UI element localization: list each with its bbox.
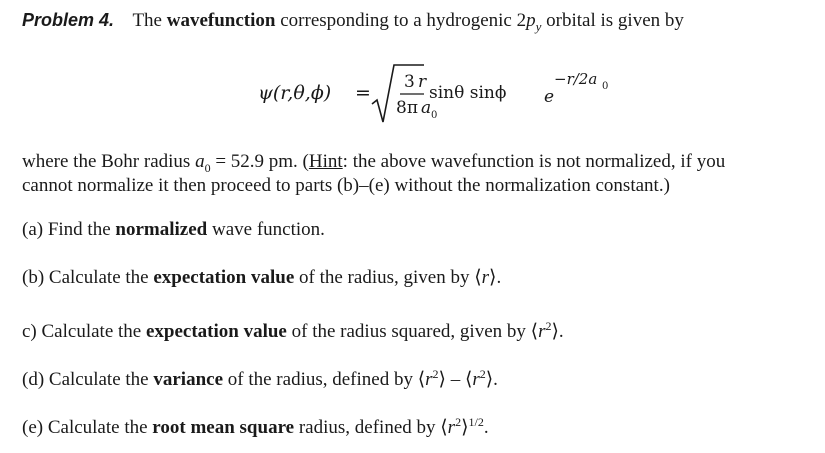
where-pre: where the Bohr radius — [22, 151, 196, 172]
eq-den-a-sub: 0 — [431, 110, 438, 121]
part-e-post: radius, defined by ⟨ — [294, 417, 448, 438]
part-b-pre: (b) Calculate the — [22, 267, 154, 288]
intro-bold: wavefunction — [166, 10, 276, 31]
part-b — [22, 266, 501, 290]
part-e-pre: (e) Calculate the — [22, 417, 153, 438]
eq-equals: = — [355, 82, 371, 104]
part-e-mid: ⟩ — [461, 417, 469, 438]
intro-post: orbital is given by — [546, 10, 684, 31]
part-d-bold: variance — [153, 369, 224, 390]
part-b-post: of the radius, given by ⟨ — [294, 267, 482, 288]
part-c-post: of the radius squared, given by ⟨ — [286, 321, 539, 342]
part-d-var2: r — [472, 369, 480, 390]
part-b-var: r — [481, 267, 490, 288]
part-e-sup: 2 — [455, 415, 462, 429]
part-d-post: of the radius, defined by ⟨ — [223, 369, 426, 390]
eq-num-3: 3 — [404, 72, 415, 92]
problem-header — [22, 10, 684, 35]
part-a — [22, 218, 325, 242]
part-e-sup2: 1/2 — [468, 415, 484, 429]
part-d-mid: ⟩ – ⟨ — [438, 369, 473, 390]
eq-trig: sinθ sinϕ — [429, 83, 507, 103]
where-mid: = 52.9 pm. ( — [210, 151, 309, 172]
part-e-bold: root mean square — [152, 417, 295, 438]
bohr-a: a — [195, 151, 205, 172]
eq-den-8pi: 8π — [396, 98, 418, 118]
part-b-bold: expectation value — [153, 267, 295, 288]
part-d-var1: r — [425, 369, 433, 390]
part-b-end: ⟩. — [489, 267, 502, 288]
eq-lhs: ψ(r,θ,ϕ) — [258, 82, 332, 104]
eq-exponent-sub: 0 — [602, 81, 609, 92]
part-c-var: r — [538, 321, 546, 342]
intro-pre: The — [132, 10, 162, 31]
hint-label: Hint — [308, 151, 343, 172]
part-e — [22, 410, 489, 440]
where-post: : the above wavefunction is not normalized, if you — [342, 151, 726, 172]
intro-mid: corresponding to a hydrogenic 2 — [280, 10, 527, 31]
where-line-2: cannot normalize it then proceed to parts (b)–(e) without the normalization constant.) — [22, 175, 670, 196]
part-c-sup: 2 — [545, 319, 552, 333]
part-c-end: ⟩. — [551, 321, 564, 342]
problem-label: Problem 4. — [22, 10, 115, 30]
wavefunction-equation — [258, 64, 609, 128]
part-a-pre: (a) Find the — [22, 219, 116, 240]
eq-num-r: r — [418, 72, 427, 92]
part-c-bold: expectation value — [145, 321, 287, 342]
part-d-end: ⟩. — [485, 369, 498, 390]
part-e-end: . — [483, 417, 489, 438]
eq-exp-base: e — [544, 87, 555, 107]
part-d-pre: (d) Calculate the — [22, 369, 154, 390]
part-c — [22, 314, 564, 344]
bohr-a-sub: 0 — [204, 160, 211, 175]
part-c-pre: c) Calculate the — [22, 321, 146, 342]
part-d-sup2: 2 — [479, 367, 486, 381]
part-e-var: r — [447, 417, 456, 438]
eq-den-a: a — [421, 98, 432, 118]
part-a-bold: normalized — [115, 219, 208, 240]
intro-y: y — [535, 18, 542, 34]
intro-p: p — [526, 10, 536, 31]
eq-exponent: −r/2a — [554, 70, 598, 88]
part-a-post: wave function. — [207, 219, 325, 240]
part-d-sup1: 2 — [432, 367, 439, 381]
part-d — [22, 362, 498, 392]
